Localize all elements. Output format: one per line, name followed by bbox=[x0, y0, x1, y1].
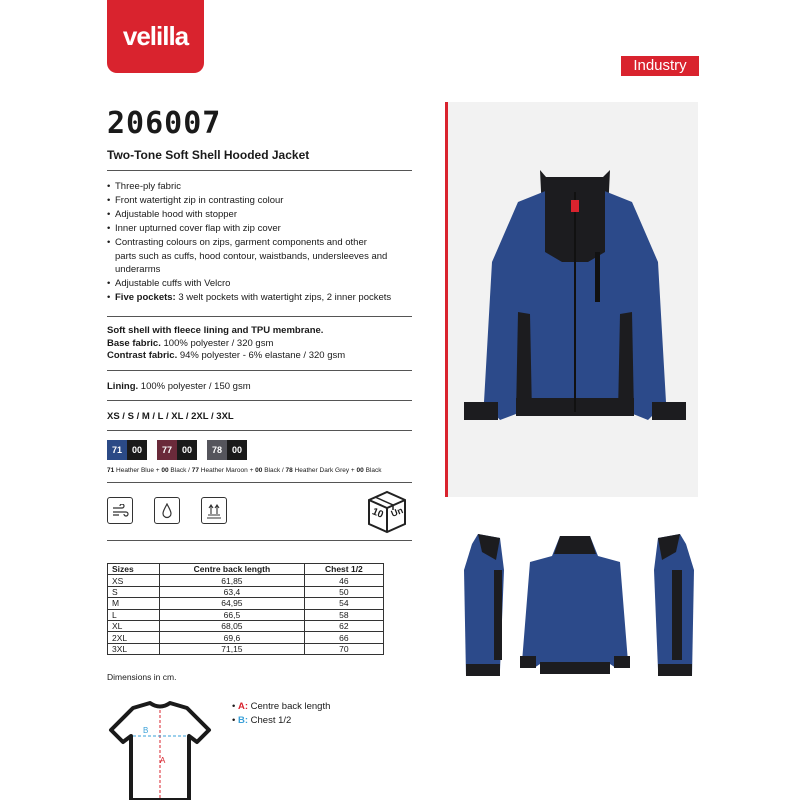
feature-item: • Inner upturned cover flap with zip cover bbox=[107, 222, 412, 236]
legend-name: Heather Blue + bbox=[114, 467, 162, 474]
feature-item: • Adjustable hood with stopper bbox=[107, 208, 412, 222]
base-fabric-text: 100% polyester / 320 gsm bbox=[160, 337, 274, 349]
feature-item-pockets bbox=[107, 291, 412, 305]
cell: 54 bbox=[304, 598, 383, 609]
pockets-text: 3 welt pockets with watertight zips, 2 inner pockets bbox=[175, 292, 392, 304]
wind-resistant-icon bbox=[107, 497, 133, 524]
cell: 66,5 bbox=[160, 609, 305, 620]
fabric-info bbox=[107, 325, 412, 363]
lining-info bbox=[107, 381, 251, 392]
cell: 68,05 bbox=[160, 620, 305, 631]
feature-item-cont bbox=[107, 263, 412, 277]
cell: L bbox=[108, 609, 160, 620]
cell: 66 bbox=[304, 632, 383, 643]
cell: S bbox=[108, 586, 160, 597]
jacket-front-image bbox=[448, 102, 698, 497]
legend-text-a: Centre back length bbox=[248, 701, 331, 712]
legend-name: Black / bbox=[168, 467, 192, 474]
swatch-secondary: 00 bbox=[177, 440, 197, 460]
divider bbox=[107, 370, 412, 371]
package-unit: Un bbox=[389, 505, 405, 519]
fabric-headline: Soft shell with fleece lining and TPU membrane. bbox=[107, 325, 324, 336]
legend-text-b: Chest 1/2 bbox=[248, 715, 292, 726]
cell: 71,15 bbox=[160, 643, 305, 654]
breathable-icon bbox=[201, 497, 227, 524]
feature-item: • Contrasting colours on zips, garment components and other bbox=[107, 236, 412, 250]
measurement-diagram bbox=[105, 700, 215, 800]
color-legend bbox=[107, 467, 412, 474]
legend-name: Black bbox=[363, 467, 382, 474]
table-row bbox=[108, 586, 384, 597]
cell: 70 bbox=[304, 643, 383, 654]
legend-name: Heather Maroon + bbox=[198, 467, 256, 474]
product-code: 206007 bbox=[107, 106, 222, 141]
feature-item: • Three-ply fabric bbox=[107, 180, 412, 194]
feature-text: underarms bbox=[115, 264, 161, 276]
swatch-secondary: 00 bbox=[127, 440, 147, 460]
table-header-row bbox=[108, 564, 384, 575]
swatch-secondary: 00 bbox=[227, 440, 247, 460]
header-centre-back: Centre back length bbox=[160, 564, 305, 575]
contrast-fabric-label: Contrast fabric. bbox=[107, 350, 178, 361]
lining-text: 100% polyester / 150 gsm bbox=[138, 381, 251, 392]
table-row bbox=[108, 575, 384, 586]
package-icon bbox=[365, 488, 409, 534]
product-title: Two-Tone Soft Shell Hooded Jacket bbox=[107, 148, 310, 162]
legend-code: 77 bbox=[191, 467, 199, 474]
divider bbox=[107, 430, 412, 431]
contrast-fabric-text: 94% polyester - 6% elastane / 320 gsm bbox=[177, 350, 346, 361]
jacket-side-right-image bbox=[650, 530, 698, 680]
label-a: A bbox=[160, 756, 166, 765]
swatch-primary: 71 bbox=[107, 440, 127, 460]
table-row bbox=[108, 632, 384, 643]
cell: XS bbox=[108, 575, 160, 586]
header-sizes: Sizes bbox=[108, 564, 160, 575]
legend-code: 00 bbox=[161, 467, 169, 474]
legend-code: 71 bbox=[107, 467, 115, 474]
color-swatch[interactable] bbox=[207, 440, 247, 460]
legend-code: 00 bbox=[356, 467, 364, 474]
divider bbox=[107, 482, 412, 483]
swatch-primary: 77 bbox=[157, 440, 177, 460]
cell: 3XL bbox=[108, 643, 160, 654]
cell: 61,85 bbox=[160, 575, 305, 586]
divider bbox=[107, 540, 412, 541]
divider bbox=[107, 170, 412, 171]
package-qty: 10 bbox=[370, 506, 385, 521]
legend-name: Black / bbox=[262, 467, 286, 474]
logo-text: velilla bbox=[122, 21, 189, 51]
cell: XL bbox=[108, 620, 160, 631]
table-row bbox=[108, 609, 384, 620]
divider bbox=[107, 400, 412, 401]
legend-code: 00 bbox=[255, 467, 263, 474]
measurement-legend: • A: Centre back length • B: Chest 1/2 bbox=[232, 701, 331, 726]
lining-label: Lining. bbox=[107, 381, 139, 392]
divider bbox=[107, 316, 412, 317]
available-sizes: XS / S / M / L / XL / 2XL / 3XL bbox=[107, 411, 234, 422]
brand-logo bbox=[107, 0, 204, 73]
legend-key-b: B: bbox=[237, 715, 248, 726]
pockets-label: Five pockets: bbox=[115, 292, 176, 304]
jacket-side-left-image bbox=[460, 530, 508, 680]
feature-text: parts such as cuffs, hood contour, waistbands, undersleeves and bbox=[115, 250, 388, 262]
legend-key-a: A: bbox=[237, 701, 248, 712]
feature-item: • Front watertight zip in contrasting colour bbox=[107, 194, 412, 208]
water-drop-icon bbox=[154, 497, 180, 524]
cell: 46 bbox=[304, 575, 383, 586]
table-row bbox=[108, 620, 384, 631]
feature-item-cont bbox=[107, 250, 412, 264]
cell: 50 bbox=[304, 586, 383, 597]
table-row bbox=[108, 643, 384, 654]
dimensions-note: Dimensions in cm. bbox=[107, 672, 177, 682]
cell: 58 bbox=[304, 609, 383, 620]
feature-item: • Adjustable cuffs with Velcro bbox=[107, 277, 412, 291]
category-badge: Industry bbox=[621, 56, 699, 76]
cell: M bbox=[108, 598, 160, 609]
label-b: B bbox=[143, 726, 149, 735]
cell: 69,6 bbox=[160, 632, 305, 643]
table-row bbox=[108, 598, 384, 609]
legend-name: Heather Dark Grey + bbox=[292, 467, 357, 474]
feature-list bbox=[107, 180, 412, 305]
size-table bbox=[107, 563, 384, 655]
legend-code: 78 bbox=[285, 467, 293, 474]
cell: 64,95 bbox=[160, 598, 305, 609]
color-swatch[interactable] bbox=[157, 440, 197, 460]
color-swatch[interactable] bbox=[107, 440, 147, 460]
cell: 63,4 bbox=[160, 586, 305, 597]
cell: 62 bbox=[304, 620, 383, 631]
jacket-back-image bbox=[520, 532, 630, 680]
cell: 2XL bbox=[108, 632, 160, 643]
swatch-primary: 78 bbox=[207, 440, 227, 460]
header-chest: Chest 1/2 bbox=[304, 564, 383, 575]
base-fabric-label: Base fabric. bbox=[107, 337, 161, 349]
